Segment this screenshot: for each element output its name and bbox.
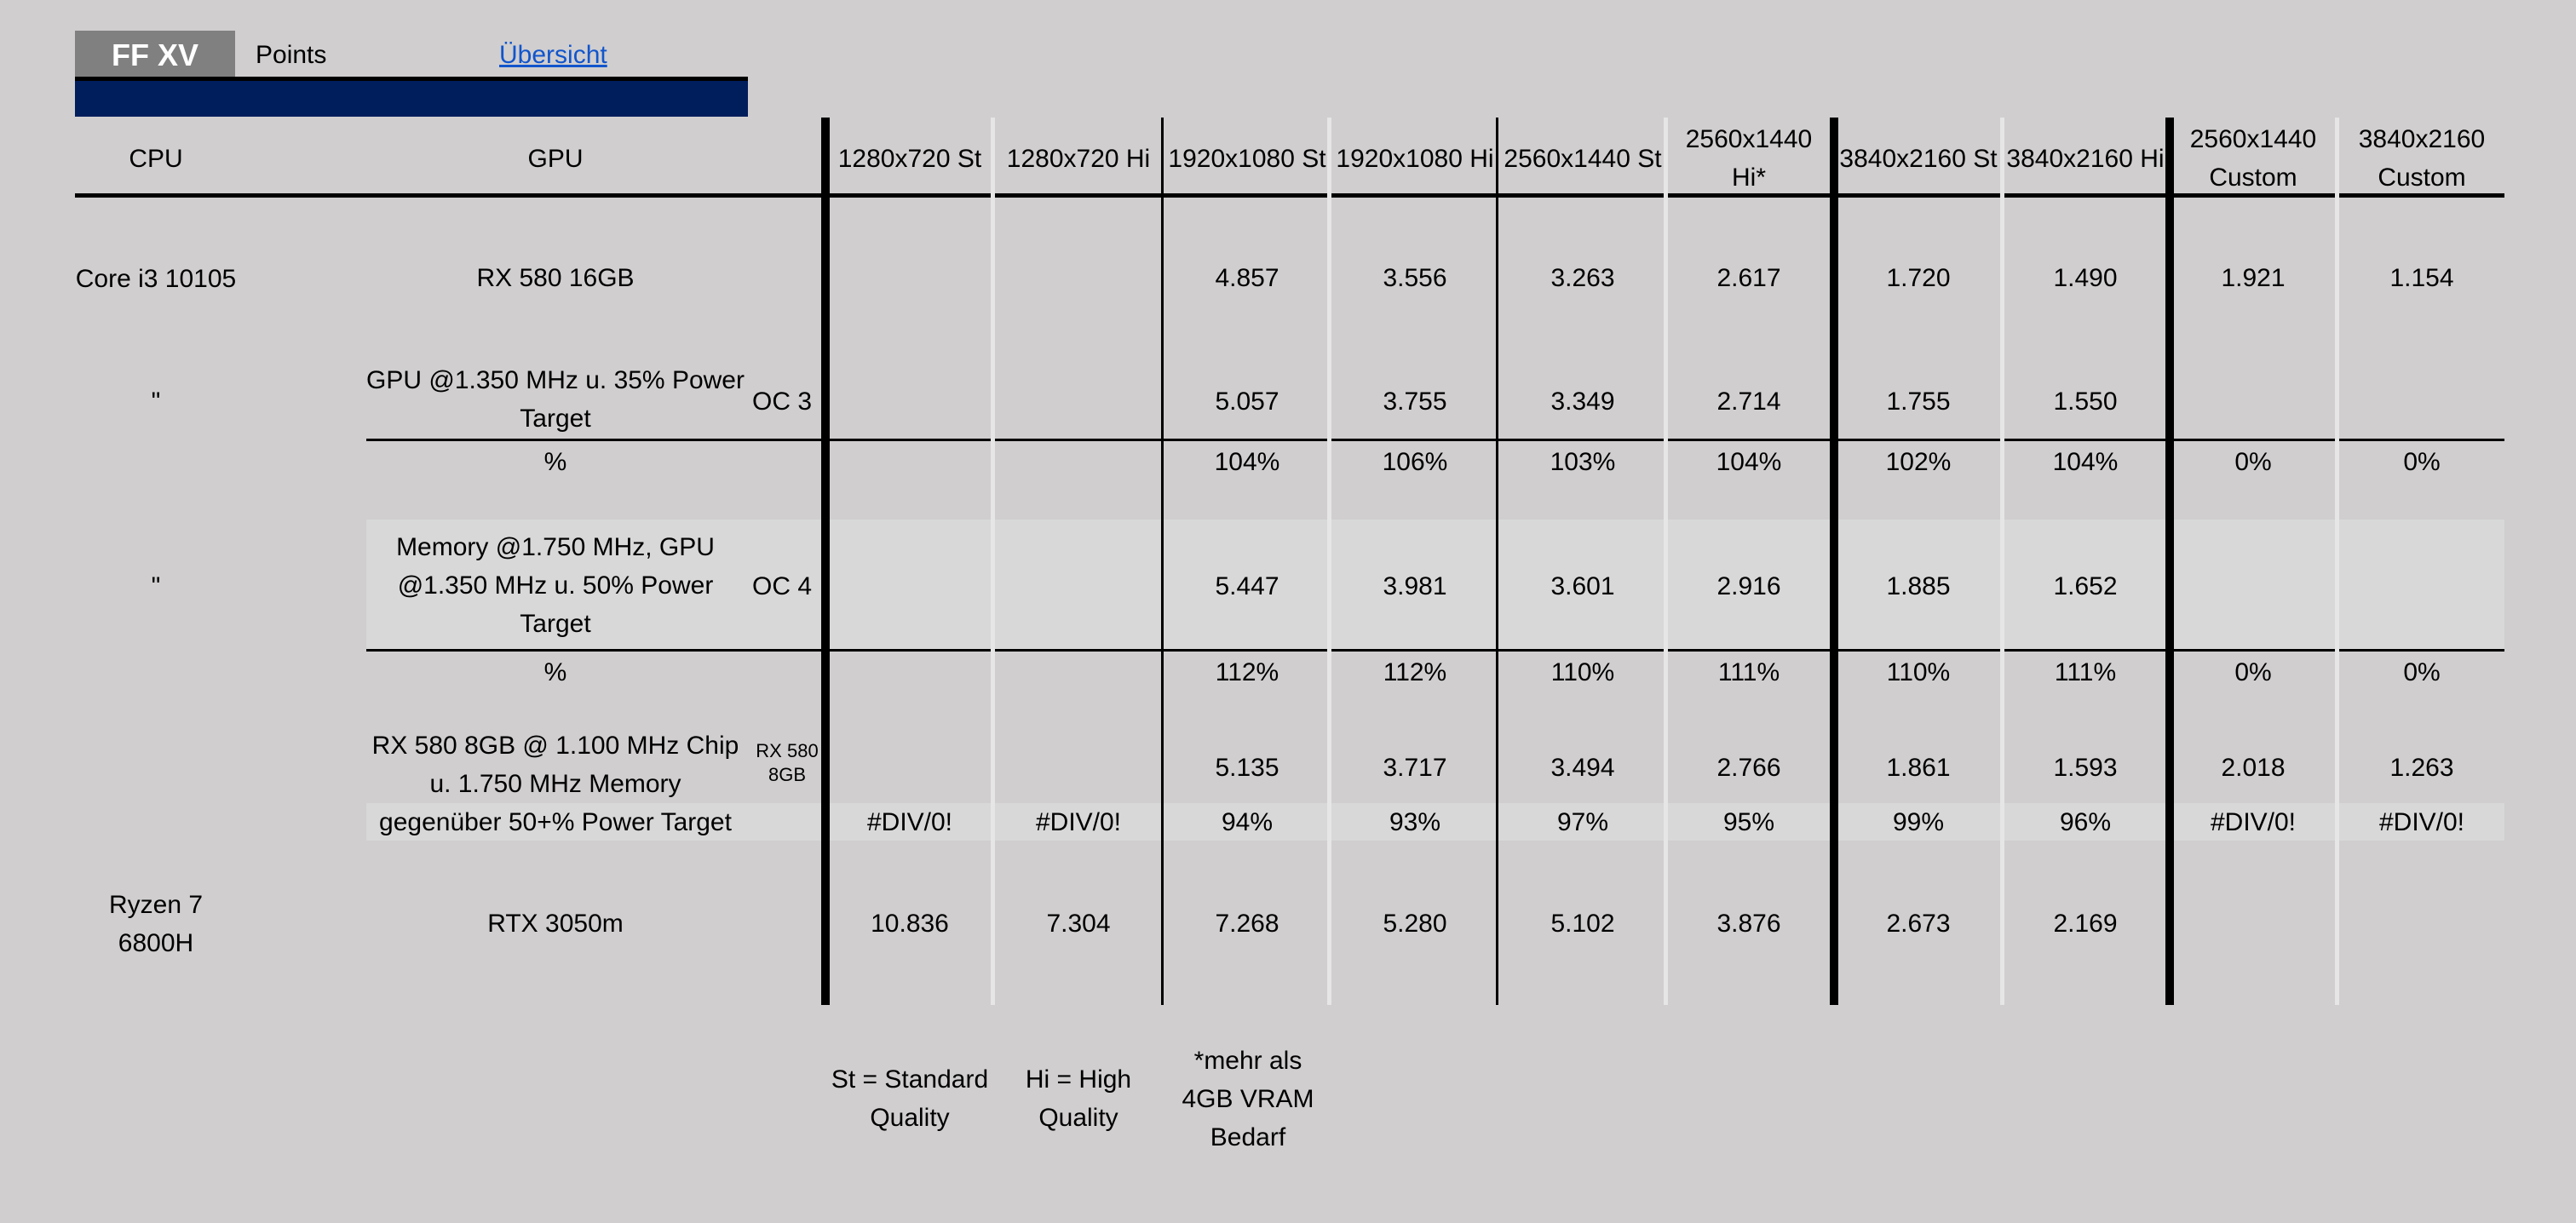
value-cell: 1.263 [2389, 753, 2454, 782]
value-cell: 111% [1717, 657, 1780, 686]
value-cell: 104% [1214, 447, 1280, 476]
gpu-cell: % [543, 657, 567, 686]
legend-high: Hi = High Quality [1025, 1065, 1132, 1132]
value-cell [995, 652, 1162, 692]
column-header-res-3: 1920x1080 Hi [1336, 144, 1494, 173]
value-cell: 112% [1383, 657, 1447, 686]
gpu-cell: % [543, 447, 567, 476]
value-cell: 3.494 [1550, 753, 1615, 782]
sheet-title-tab[interactable]: FF XV [75, 31, 235, 78]
value-cell: 3.981 [1383, 571, 1447, 600]
value-cell: 3.349 [1550, 387, 1615, 416]
value-cell [829, 441, 991, 482]
value-cell [2170, 901, 2337, 945]
cpu-cell [75, 441, 237, 482]
value-cell: 4.857 [1215, 263, 1279, 292]
column-divider-thick [821, 118, 830, 1005]
value-cell: 1.755 [1886, 387, 1951, 416]
legend-vram-note: *mehr als 4GB VRAM Bedarf [1182, 1046, 1314, 1151]
config-tag: RX 580 8GB [756, 740, 819, 785]
value-cell: 112% [1215, 657, 1279, 686]
column-divider-thick [2165, 118, 2174, 1005]
value-cell: 1.885 [1886, 571, 1951, 600]
value-cell: 3.263 [1550, 263, 1615, 292]
value-cell [829, 379, 991, 423]
value-cell: 96% [2059, 807, 2112, 836]
value-cell: 102% [1885, 447, 1952, 476]
value-cell [995, 564, 1162, 608]
value-cell: 3.755 [1383, 387, 1447, 416]
value-cell [829, 256, 991, 300]
value-cell: 5.447 [1215, 571, 1279, 600]
column-header-res-6: 3840x2160 St [1839, 144, 1998, 173]
value-cell [829, 652, 991, 692]
value-cell: 99% [1892, 807, 1945, 836]
value-cell: 1.720 [1886, 263, 1951, 292]
gpu-cell: RX 580 16GB [476, 263, 635, 292]
value-cell: 111% [2054, 657, 2117, 686]
value-cell [829, 745, 991, 789]
value-cell: 93% [1389, 807, 1441, 836]
legend-standard: St = Standard Quality [831, 1065, 989, 1132]
column-header-res-9: 3840x2160 Custom [2358, 125, 2486, 192]
value-cell: 104% [2052, 447, 2119, 476]
gpu-cell: GPU @1.350 MHz u. 35% Power Target [366, 366, 745, 433]
value-cell: 3.717 [1383, 753, 1447, 782]
value-cell: 2.169 [2053, 909, 2118, 938]
column-divider-light [991, 118, 995, 1005]
cpu-cell: " [151, 571, 161, 600]
gpu-cell: RX 580 8GB @ 1.100 MHz Chip u. 1.750 MHz Memory [371, 732, 739, 798]
value-cell [2170, 564, 2337, 608]
value-cell: 2.673 [1886, 909, 1951, 938]
column-header-res-1: 1280x720 Hi [1006, 144, 1151, 173]
gpu-cell: gegenüber 50+% Power Target [379, 807, 732, 836]
column-header-res-2: 1920x1080 St [1168, 144, 1326, 173]
value-cell: #DIV/0! [2210, 807, 2297, 836]
points-label: Points [256, 40, 327, 69]
value-cell: #DIV/0! [1035, 807, 1122, 836]
value-cell: 94% [1221, 807, 1274, 836]
value-cell: 2.018 [2221, 753, 2286, 782]
value-cell [2339, 564, 2504, 608]
config-tag: OC 3 [751, 387, 813, 416]
value-cell: 97% [1556, 807, 1609, 836]
column-header-res-8: 2560x1440 Custom [2189, 125, 2317, 192]
value-cell: 2.714 [1716, 387, 1781, 416]
value-cell [995, 745, 1162, 789]
column-header-res-5: 2560x1440 Hi* [1685, 125, 1813, 192]
value-cell: 7.304 [1046, 909, 1111, 938]
value-cell: 1.593 [2053, 753, 2118, 782]
value-cell: 3.876 [1716, 909, 1781, 938]
cpu-cell: " [151, 387, 161, 416]
value-cell [995, 441, 1162, 482]
value-cell: #DIV/0! [2378, 807, 2465, 836]
value-cell: 3.601 [1550, 571, 1615, 600]
value-cell: 2.916 [1716, 571, 1781, 600]
value-cell: 5.057 [1215, 387, 1279, 416]
value-cell: #DIV/0! [866, 807, 953, 836]
column-header-cpu: CPU [129, 144, 183, 173]
cpu-cell [75, 803, 237, 841]
value-cell: 1.921 [2221, 263, 2286, 292]
column-header-gpu: GPU [527, 144, 584, 173]
column-divider-light [1327, 118, 1331, 1005]
value-cell: 0% [2234, 447, 2272, 476]
value-cell: 0% [2403, 657, 2441, 686]
value-cell: 1.652 [2053, 571, 2118, 600]
value-cell: 5.102 [1550, 909, 1615, 938]
config-tag: OC 4 [751, 571, 813, 600]
value-cell [2339, 379, 2504, 423]
value-cell: 1.861 [1886, 753, 1951, 782]
column-header-res-7: 3840x2160 Hi [2006, 144, 2165, 173]
value-cell: 110% [1550, 657, 1615, 686]
column-header-res-4: 2560x1440 St [1504, 144, 1662, 173]
value-cell: 103% [1550, 447, 1616, 476]
value-cell: 95% [1722, 807, 1775, 836]
value-cell [2339, 901, 2504, 945]
value-cell [995, 379, 1162, 423]
value-cell [829, 564, 991, 608]
value-cell: 5.135 [1215, 753, 1279, 782]
value-cell: 1.154 [2389, 263, 2454, 292]
value-cell: 2.617 [1716, 263, 1781, 292]
column-divider [1161, 118, 1164, 1005]
column-divider-light [2335, 118, 2339, 1005]
value-cell: 2.766 [1716, 753, 1781, 782]
value-cell: 110% [1886, 657, 1951, 686]
value-cell [995, 256, 1162, 300]
value-cell: 106% [1382, 447, 1448, 476]
value-cell: 7.268 [1215, 909, 1279, 938]
value-cell: 0% [2403, 447, 2441, 476]
overview-link[interactable]: Übersicht [499, 40, 607, 69]
cpu-cell [75, 652, 237, 692]
value-cell [2170, 379, 2337, 423]
value-cell: 1.550 [2053, 387, 2118, 416]
gpu-cell: RTX 3050m [487, 909, 624, 938]
header-underline [75, 193, 2504, 198]
cpu-cell [75, 745, 237, 789]
cpu-cell: Ryzen 7 6800H [108, 891, 204, 957]
value-cell: 1.490 [2053, 263, 2118, 292]
column-divider-thick [1830, 118, 1838, 1005]
column-divider-light [2000, 118, 2004, 1005]
column-divider-light [1664, 118, 1668, 1005]
value-cell: 3.556 [1383, 263, 1447, 292]
column-divider [1496, 118, 1498, 1005]
value-cell: 104% [1716, 447, 1782, 476]
header-navy-bar [75, 81, 748, 117]
value-cell: 5.280 [1383, 909, 1447, 938]
column-header-res-0: 1280x720 St [837, 144, 982, 173]
cpu-cell: Core i3 10105 [75, 264, 237, 293]
value-cell: 10.836 [871, 909, 949, 938]
value-cell: 0% [2234, 657, 2272, 686]
gpu-cell: Memory @1.750 MHz, GPU @1.350 MHz u. 50% Power Target [396, 532, 715, 638]
